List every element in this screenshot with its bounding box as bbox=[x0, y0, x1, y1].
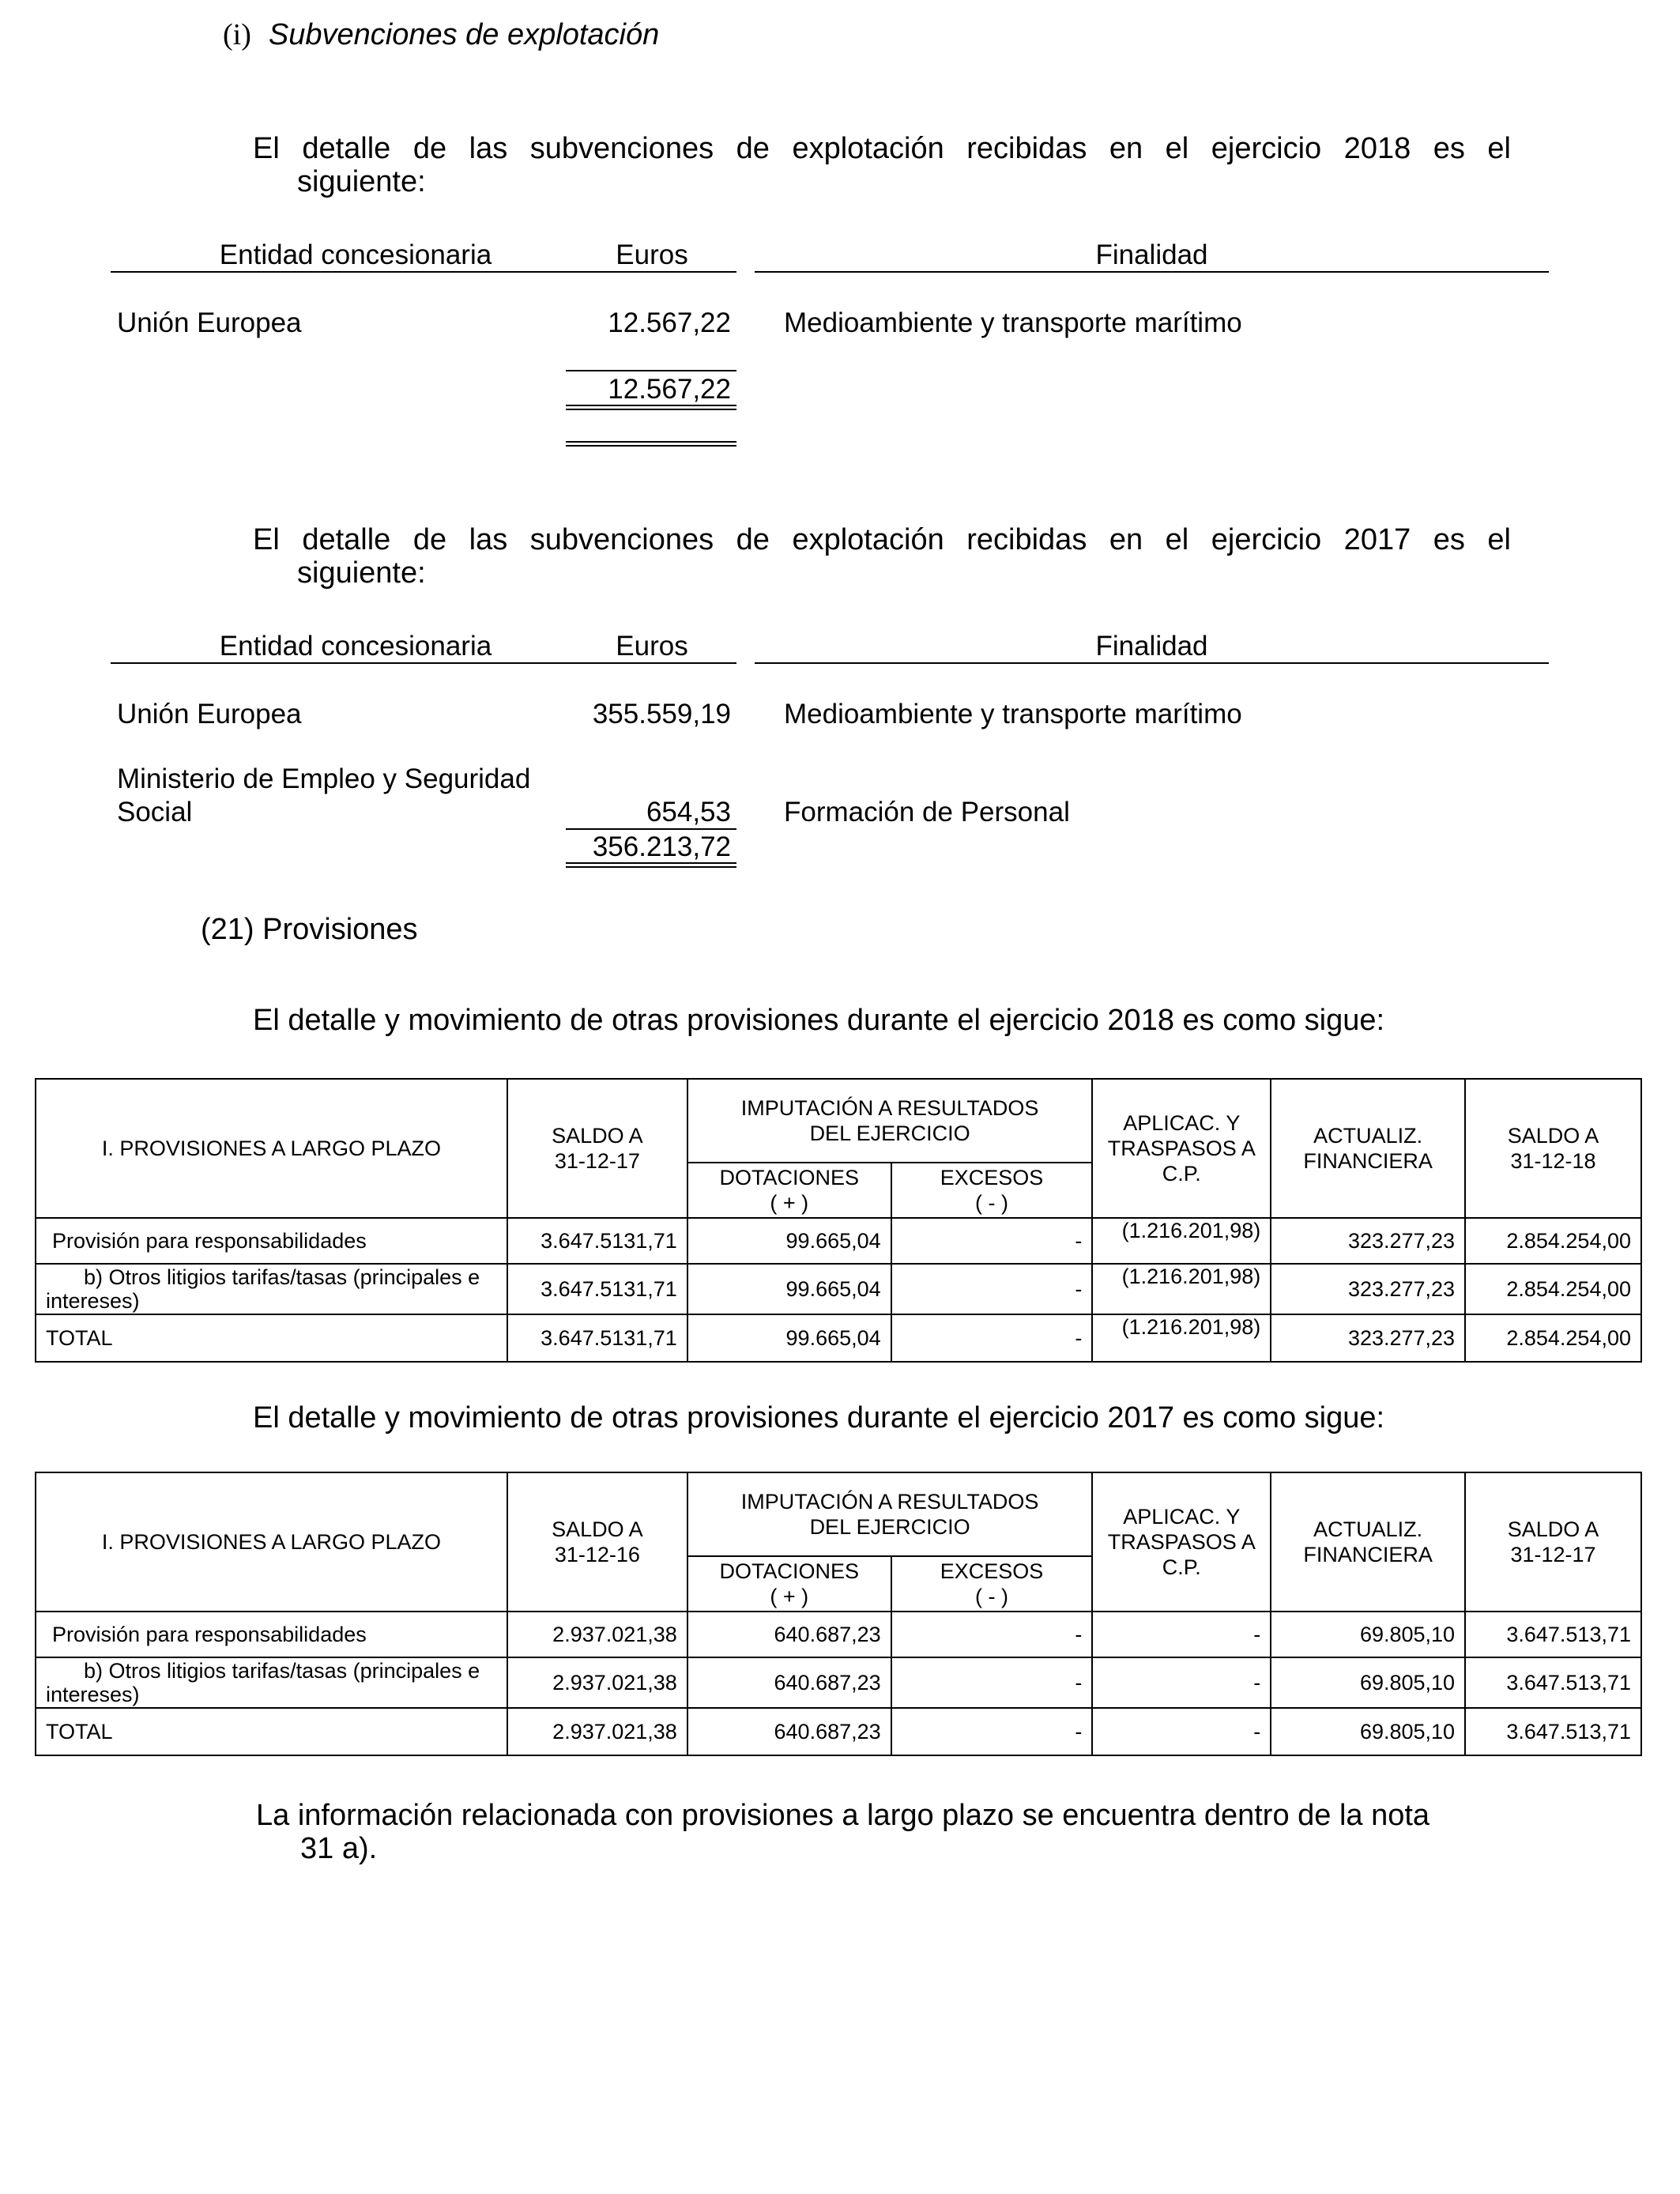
cell-saldo-inicial: 2.937.021,38 bbox=[507, 1657, 687, 1708]
row-concept: TOTAL bbox=[36, 1314, 507, 1362]
table-row bbox=[36, 1612, 1641, 1657]
row-concept bbox=[36, 1657, 507, 1708]
cell-saldo-final: 2.854.254,00 bbox=[1465, 1314, 1641, 1362]
col-header-purpose: Finalidad bbox=[1095, 239, 1208, 270]
section-21-title: (21) Provisiones bbox=[201, 913, 418, 946]
cell-saldo-final: 3.647.513,71 bbox=[1465, 1612, 1641, 1657]
paragraph-line: siguiente: bbox=[297, 556, 426, 590]
header-actualiz bbox=[1271, 1079, 1465, 1218]
header-text: SALDO A bbox=[552, 1124, 643, 1148]
total-double-rule bbox=[566, 862, 736, 868]
cell-actualiz: 69.805,10 bbox=[1271, 1708, 1465, 1755]
row-concept: Provisión para responsabilidades bbox=[36, 1218, 507, 1264]
row-concept: Provisión para responsabilidades bbox=[36, 1612, 507, 1657]
header-date: 31-12-16 bbox=[554, 1543, 640, 1566]
header-text: IMPUTACIÓN A RESULTADOS bbox=[740, 1490, 1039, 1514]
cell-actualiz: 323.277,23 bbox=[1271, 1264, 1465, 1314]
cell-excesos: - bbox=[891, 1657, 1093, 1708]
provisions-2017-table bbox=[35, 1472, 1642, 1756]
cell-saldo-inicial: 3.647.5131,71 bbox=[507, 1314, 687, 1362]
header-text: ACTUALIZ. bbox=[1313, 1517, 1423, 1541]
header-date: 31-12-17 bbox=[1510, 1543, 1596, 1566]
header-text: EXCESOS bbox=[940, 1166, 1044, 1189]
header-imputacion bbox=[687, 1079, 1093, 1163]
table-total-row bbox=[36, 1708, 1641, 1755]
cell-dotaciones: 99.665,04 bbox=[687, 1218, 891, 1264]
section-number: (i) bbox=[223, 18, 251, 51]
cell-aplicac: - bbox=[1092, 1708, 1271, 1755]
cell-saldo-inicial: 3.647.5131,71 bbox=[507, 1218, 687, 1264]
header-aplicac bbox=[1092, 1079, 1271, 1218]
header-text: ( + ) bbox=[770, 1585, 809, 1608]
row-concept bbox=[36, 1264, 507, 1314]
cell-aplicac: - bbox=[1092, 1612, 1271, 1657]
header-concept: I. PROVISIONES A LARGO PLAZO bbox=[36, 1079, 507, 1218]
header-text: APLICAC. Y bbox=[1123, 1111, 1241, 1135]
table-row bbox=[36, 1218, 1641, 1264]
header-text: DOTACIONES bbox=[719, 1166, 859, 1189]
header-text: C.P. bbox=[1162, 1162, 1201, 1186]
cell-dotaciones: 99.665,04 bbox=[687, 1314, 891, 1362]
cell-actualiz: 69.805,10 bbox=[1271, 1657, 1465, 1708]
col-header-entity: Entidad concesionaria bbox=[219, 631, 492, 662]
cell-dotaciones: 640.687,23 bbox=[687, 1657, 891, 1708]
header-rule bbox=[111, 662, 736, 664]
header-text: DEL EJERCICIO bbox=[809, 1122, 970, 1145]
header-saldo-final bbox=[1465, 1079, 1641, 1218]
cell-aplicac: (1.216.201,98) bbox=[1092, 1218, 1271, 1264]
header-dotaciones bbox=[687, 1556, 891, 1612]
header-rule bbox=[111, 271, 736, 273]
cell-aplicac: (1.216.201,98) bbox=[1092, 1314, 1271, 1362]
table-row bbox=[36, 1264, 1641, 1314]
header-text: SALDO A bbox=[1507, 1517, 1599, 1541]
header-excesos bbox=[891, 1556, 1093, 1612]
grant-euros: 355.559,19 bbox=[592, 699, 731, 729]
cell-saldo-final: 3.647.513,71 bbox=[1465, 1657, 1641, 1708]
header-date: 31-12-18 bbox=[1510, 1149, 1596, 1173]
col-header-purpose: Finalidad bbox=[1095, 631, 1208, 662]
paragraph-line: El detalle de las subvenciones de explotación recibidas en el ejercicio 2018 es el bbox=[253, 132, 1511, 165]
total-double-rule bbox=[566, 405, 736, 410]
paragraph-line: La información relacionada con provisiones a largo plazo se encuentra dentro de la nota bbox=[256, 1799, 1430, 1832]
cell-aplicac: - bbox=[1092, 1657, 1271, 1708]
table-total-row bbox=[36, 1314, 1641, 1362]
grant-entity: Unión Europea bbox=[117, 307, 302, 338]
grant-purpose: Medioambiente y transporte marítimo bbox=[784, 699, 1242, 729]
provisions-2017-intro: El detalle y movimiento de otras provisiones durante el ejercicio 2017 es como sigue: bbox=[253, 1401, 1385, 1434]
concept-line: b) Otros litigios tarifas/tasas (principales e bbox=[84, 1659, 480, 1683]
header-saldo-inicial bbox=[507, 1079, 687, 1218]
paragraph-line: siguiente: bbox=[297, 165, 426, 198]
grant-euros: 12.567,22 bbox=[608, 307, 731, 338]
header-actualiz bbox=[1271, 1472, 1465, 1612]
header-concept: I. PROVISIONES A LARGO PLAZO bbox=[36, 1472, 507, 1612]
header-text: APLICAC. Y bbox=[1123, 1505, 1241, 1529]
header-excesos bbox=[891, 1163, 1093, 1218]
header-text: EXCESOS bbox=[940, 1559, 1044, 1583]
header-text: TRASPASOS A bbox=[1107, 1530, 1256, 1554]
row-concept: TOTAL bbox=[36, 1708, 507, 1755]
cell-dotaciones: 640.687,23 bbox=[687, 1708, 891, 1755]
grant-entity-line: Social bbox=[117, 797, 193, 827]
header-text: SALDO A bbox=[1507, 1124, 1599, 1148]
table-header-row bbox=[36, 1079, 1641, 1163]
subtotal-rule bbox=[566, 370, 736, 371]
cell-excesos: - bbox=[891, 1314, 1093, 1362]
col-header-euros: Euros bbox=[616, 239, 688, 270]
header-text: TRASPASOS A bbox=[1107, 1137, 1256, 1160]
header-text: FINANCIERA bbox=[1303, 1543, 1433, 1566]
closing-paragraph bbox=[256, 1799, 1430, 1865]
cell-excesos: - bbox=[891, 1264, 1093, 1314]
grant-euros: 654,53 bbox=[646, 797, 731, 827]
subtotal-rule bbox=[566, 828, 736, 830]
table-header-row bbox=[36, 1472, 1641, 1556]
concept-line: b) Otros litigios tarifas/tasas (principales e bbox=[84, 1265, 480, 1289]
table-row bbox=[36, 1657, 1641, 1708]
cell-actualiz: 323.277,23 bbox=[1271, 1218, 1465, 1264]
cell-excesos: - bbox=[891, 1612, 1093, 1657]
cell-actualiz: 69.805,10 bbox=[1271, 1612, 1465, 1657]
cell-saldo-final: 2.854.254,00 bbox=[1465, 1218, 1641, 1264]
section-heading bbox=[223, 17, 659, 52]
header-text: C.P. bbox=[1162, 1555, 1201, 1579]
header-text: ACTUALIZ. bbox=[1313, 1124, 1423, 1148]
grant-total: 356.213,72 bbox=[592, 831, 731, 862]
cell-saldo-inicial: 3.647.5131,71 bbox=[507, 1264, 687, 1314]
grant-entity: Unión Europea bbox=[117, 699, 302, 729]
cell-actualiz: 323.277,23 bbox=[1271, 1314, 1465, 1362]
cell-excesos: - bbox=[891, 1218, 1093, 1264]
provisions-2018-intro: El detalle y movimiento de otras provisiones durante el ejercicio 2018 es como sigue: bbox=[253, 1004, 1385, 1037]
grants-2018-intro bbox=[253, 132, 1511, 198]
cell-aplicac: (1.216.201,98) bbox=[1092, 1264, 1271, 1314]
cell-saldo-final: 2.854.254,00 bbox=[1465, 1264, 1641, 1314]
cell-excesos: - bbox=[891, 1708, 1093, 1755]
header-text: SALDO A bbox=[552, 1517, 643, 1541]
cell-saldo-inicial: 2.937.021,38 bbox=[507, 1708, 687, 1755]
provisions-2018-table bbox=[35, 1078, 1642, 1363]
concept-line: intereses) bbox=[46, 1683, 140, 1706]
header-dotaciones bbox=[687, 1163, 891, 1218]
header-date: 31-12-17 bbox=[554, 1149, 640, 1173]
concept-line: intereses) bbox=[46, 1289, 140, 1313]
header-text: ( + ) bbox=[770, 1191, 809, 1215]
paragraph-line: El detalle de las subvenciones de explotación recibidas en el ejercicio 2017 es el bbox=[253, 523, 1511, 556]
header-text: IMPUTACIÓN A RESULTADOS bbox=[740, 1096, 1039, 1120]
grant-total: 12.567,22 bbox=[608, 374, 731, 405]
header-imputacion bbox=[687, 1472, 1093, 1556]
cell-saldo-final: 3.647.513,71 bbox=[1465, 1708, 1641, 1755]
total-double-rule bbox=[566, 441, 736, 447]
header-text: DOTACIONES bbox=[719, 1559, 859, 1583]
grant-entity-line: Ministerio de Empleo y Seguridad bbox=[117, 763, 531, 794]
header-text: ( - ) bbox=[975, 1191, 1008, 1215]
section-title: Subvenciones de explotación bbox=[268, 18, 660, 51]
header-text: DEL EJERCICIO bbox=[809, 1515, 970, 1539]
header-text: FINANCIERA bbox=[1303, 1149, 1433, 1173]
header-rule bbox=[755, 662, 1549, 664]
col-header-entity: Entidad concesionaria bbox=[219, 239, 492, 270]
col-header-euros: Euros bbox=[616, 631, 688, 662]
header-saldo-inicial bbox=[507, 1472, 687, 1612]
header-text: ( - ) bbox=[975, 1585, 1008, 1608]
grant-purpose: Medioambiente y transporte marítimo bbox=[784, 307, 1242, 338]
cell-saldo-inicial: 2.937.021,38 bbox=[507, 1612, 687, 1657]
paragraph-line: 31 a). bbox=[300, 1832, 378, 1865]
cell-dotaciones: 99.665,04 bbox=[687, 1264, 891, 1314]
cell-dotaciones: 640.687,23 bbox=[687, 1612, 891, 1657]
grants-2017-intro bbox=[253, 523, 1511, 590]
header-rule bbox=[755, 271, 1549, 273]
header-aplicac bbox=[1092, 1472, 1271, 1612]
header-saldo-final bbox=[1465, 1472, 1641, 1612]
grant-purpose: Formación de Personal bbox=[784, 797, 1070, 827]
